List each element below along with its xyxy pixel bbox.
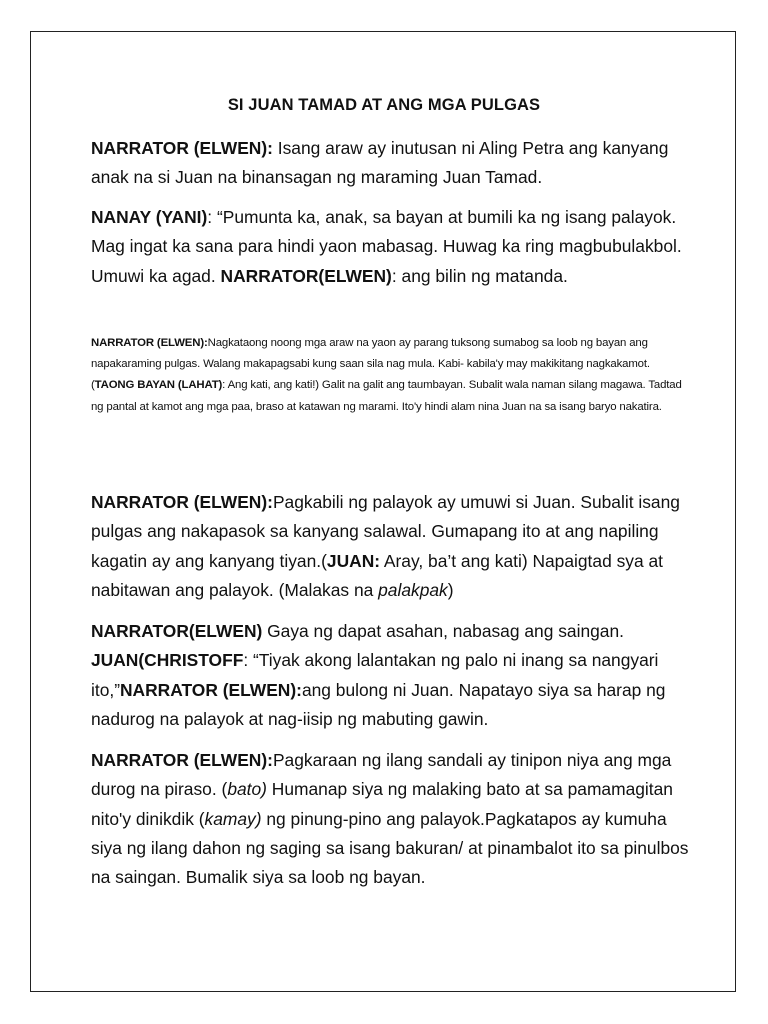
document-title: SI JUAN TAMAD AT ANG MGA PULGAS: [227, 96, 541, 114]
dialogue-text: Gaya ng dapat asahan, nabasag ang saingan.: [262, 621, 624, 641]
dialogue-text: : “Pumunta ka, anak, sa bayan at bumili ka ng isang palayok. Mag ingat ka sana para hindi yaon mabasag. Huwag ka ring magbubulakbol. Umuwi ka agad.: [91, 207, 682, 286]
paragraph-2: [91, 203, 691, 291]
speaker-label: NARRATOR (ELWEN):: [120, 679, 302, 700]
dialogue-text: Aray, ba’t ang kati) Napaigtad sya at nabitawan ang palayok. (Malakas na: [91, 550, 663, 600]
speaker-label: NARRATOR (ELWEN):: [91, 492, 273, 512]
speaker-label: NARRATOR(ELWEN): [91, 621, 263, 641]
speaker-label: NARRATOR(ELWEN): [220, 265, 392, 286]
dialogue-text: ang bulong ni Juan. Napatayo siya sa harap ng nadurog na palayok at nag-iisip ng mabuting gawin.: [91, 679, 666, 729]
dialogue-text: ): [447, 579, 454, 600]
stage-direction: bato): [227, 779, 267, 800]
paragraph-1: [91, 134, 691, 193]
dialogue-text: Humanap siya ng malaking bato at sa pamamagitan nito'y dinikdik (: [91, 779, 673, 829]
speaker-label: NARRATOR (ELWEN):: [91, 750, 273, 770]
speaker-label: JUAN(CHRISTOFF: [91, 650, 244, 671]
dialogue-text: : Ang kati, ang kati!) Galit na galit ang taumbayan. Subalit wala naman silang magawa. Tadtad ng pantal at kamot ang mga paa, braso at katawan ng marami. Ito'y hindi alam nina Juan na sa isang baryo nakatira.: [91, 379, 682, 413]
dialogue-text: Nagkataong noong mga araw na yaon ay parang tuksong sumabog sa loob ng bayan ang napakaraming pulgas. Walang makapagsabi kung saan sila nag mula. Kabi- kabila'y may makikitang nagkakamot.(: [91, 337, 650, 392]
speaker-label: TAONG BAYAN (LAHAT): [94, 379, 223, 392]
paragraph-6: [91, 746, 691, 892]
dialogue-text: : ang bilin ng matanda.: [391, 265, 568, 286]
dialogue-text: Pagkaraan ng ilang sandali ay tinipon niya ang mga durog na piraso. (: [91, 750, 672, 800]
speaker-label: NARRATOR (ELWEN):: [91, 138, 273, 158]
paragraph-3: [91, 333, 691, 418]
speaker-label: NANAY (YANI): [91, 207, 208, 227]
speaker-label: JUAN:: [326, 550, 381, 571]
dialogue-text: : “Tiyak akong lalantakan ng palo ni inang sa nangyari ito,”: [91, 650, 659, 700]
paragraph-5: [91, 617, 691, 734]
stage-direction: kamay): [204, 808, 262, 829]
speaker-label: NARRATOR (ELWEN):: [91, 337, 208, 349]
dialogue-text: ng pinung-pino ang palayok.Pagkatapos ay kumuha siya ng ilang dahon ng saging sa isang bakuran/ at pinambalot ito sa pinulbos na saingan. Bumalik siya sa loob ng bayan.: [91, 808, 689, 888]
dialogue-text: Pagkabili ng palayok ay umuwi si Juan. Subalit isang pulgas ang nakapasok sa kanyang salawal. Gumapang ito at ang napiling kagatin ay ang kanyang tiyan.(: [91, 492, 680, 571]
dialogue-text: Isang araw ay inutusan ni Aling Petra ang kanyang anak na si Juan na binansagan ng maraming Juan Tamad.: [91, 138, 669, 188]
stage-direction: palakpak: [378, 579, 448, 600]
paragraph-4: [91, 488, 691, 605]
